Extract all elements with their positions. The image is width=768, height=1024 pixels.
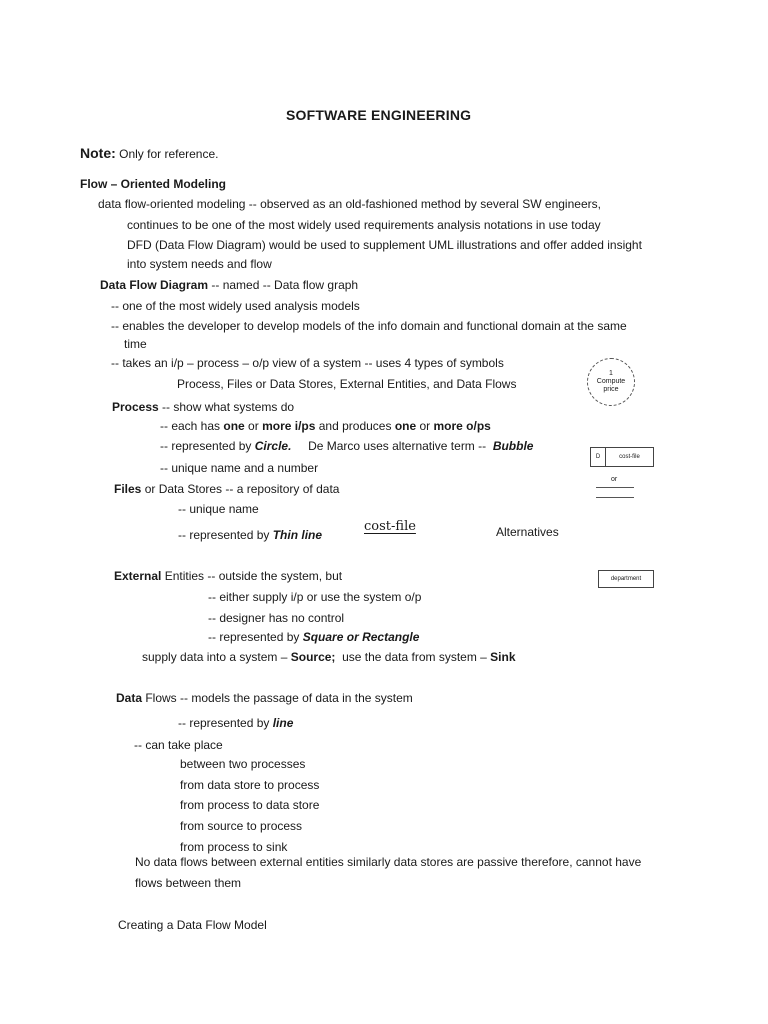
footer-heading: Creating a Data Flow Model: [118, 918, 267, 932]
dataflows-line-8b: flows between them: [135, 876, 242, 890]
span: more o/ps: [433, 419, 491, 433]
span: Circle.: [254, 439, 292, 453]
span: -- represented by: [178, 528, 273, 542]
dataflows-line-1: [178, 716, 293, 731]
span: line: [272, 716, 294, 730]
span: Data: [116, 691, 143, 705]
note-text: Only for reference.: [115, 147, 219, 161]
entity-label: department: [610, 576, 642, 582]
or-label: or: [611, 476, 618, 483]
span: Thin line: [272, 528, 323, 542]
span: Source;: [290, 650, 336, 664]
span: External: [114, 569, 162, 583]
span: or: [416, 419, 434, 433]
process-heading: [112, 400, 294, 415]
files-line-1: -- unique name: [178, 502, 259, 516]
span: one: [394, 419, 417, 433]
span: -- represented by: [208, 630, 303, 644]
process-line-1: [160, 419, 491, 434]
circle-label-2: price: [603, 386, 619, 393]
files-heading: [114, 482, 339, 497]
span: Square or Rectangle: [302, 630, 420, 644]
span: Bubble: [492, 439, 534, 453]
process-line-2: [160, 439, 533, 454]
text-line: -- enables the developer to develop models of the info domain and functional domain at the same: [111, 319, 627, 333]
process-rest: -- show what systems do: [158, 400, 295, 414]
text-line: into system needs and flow: [127, 257, 272, 271]
external-line-4: [142, 650, 516, 665]
dfd-bold: Data Flow Diagram: [100, 278, 209, 292]
process-bold: Process: [112, 400, 159, 414]
data-store-diagram: [590, 447, 654, 467]
dataflows-line-5: from process to data store: [180, 798, 320, 812]
text-line: time: [124, 337, 147, 351]
span: Entities -- outside the system, but: [161, 569, 343, 583]
text-line: DFD (Data Flow Diagram) would be used to supplement UML illustrations and offer added insight: [127, 238, 642, 252]
span: -- represented by: [178, 716, 273, 730]
external-heading: [114, 569, 342, 584]
dfd-rest: -- named -- Data flow graph: [208, 278, 359, 292]
external-line-2: -- designer has no control: [208, 611, 345, 625]
dataflows-line-7: from process to sink: [180, 840, 288, 854]
circle-number: 1: [609, 370, 613, 377]
span: De Marco uses alternative term --: [291, 439, 493, 453]
process-circle-diagram: [587, 358, 635, 406]
dataflows-line-3: between two processes: [180, 757, 306, 771]
note-label: Note:: [80, 145, 116, 161]
thin-line-bottom: [596, 497, 634, 498]
files-line-2: [178, 528, 322, 543]
span: -- each has: [160, 419, 224, 433]
dataflows-line-8: No data flows between external entities similarly data stores are passive therefore, cannot have: [135, 855, 642, 869]
span: or Data Stores -- a repository of data: [141, 482, 340, 496]
span: Files: [114, 482, 142, 496]
text-line: -- one of the most widely used analysis models: [111, 299, 360, 313]
span: Flows -- models the passage of data in the system: [142, 691, 413, 705]
span: or: [244, 419, 263, 433]
external-line-3: [208, 630, 419, 645]
external-entity-diagram: [598, 570, 654, 588]
circle-label-1: Compute: [596, 378, 626, 385]
span: supply data into a system –: [142, 650, 291, 664]
text-line: data flow-oriented modeling -- observed as an old-fashioned method by several SW engineers,: [98, 197, 601, 211]
text-line: continues to be one of the most widely used requirements analysis notations in use today: [127, 218, 601, 232]
span: and produces: [315, 419, 395, 433]
dataflows-line-4: from data store to process: [180, 778, 320, 792]
dataflows-line-2: -- can take place: [134, 738, 223, 752]
span: use the data from system –: [335, 650, 491, 664]
note-line: [80, 146, 219, 162]
store-id: D: [591, 448, 606, 466]
cost-file-label: cost-file: [364, 519, 416, 534]
external-line-1: -- either supply i/p or use the system o/p: [208, 590, 422, 604]
process-line-3: -- unique name and a number: [160, 461, 319, 475]
span: more i/ps: [262, 419, 316, 433]
dfd-heading: [100, 278, 358, 293]
dataflows-line-6: from source to process: [180, 819, 303, 833]
text-line: -- takes an i/p – process – o/p view of a system -- uses 4 types of symbols: [111, 356, 504, 370]
page-title: SOFTWARE ENGINEERING: [286, 107, 472, 123]
thin-line-top: [596, 487, 634, 488]
text-line: Process, Files or Data Stores, External Entities, and Data Flows: [177, 377, 517, 391]
span: -- represented by: [160, 439, 255, 453]
dataflows-heading: [116, 691, 413, 706]
span: Sink: [490, 650, 516, 664]
store-name: cost-file: [619, 454, 640, 460]
section-heading: Flow – Oriented Modeling: [80, 177, 227, 191]
span: one: [223, 419, 245, 433]
alternatives-label: Alternatives: [496, 525, 559, 539]
